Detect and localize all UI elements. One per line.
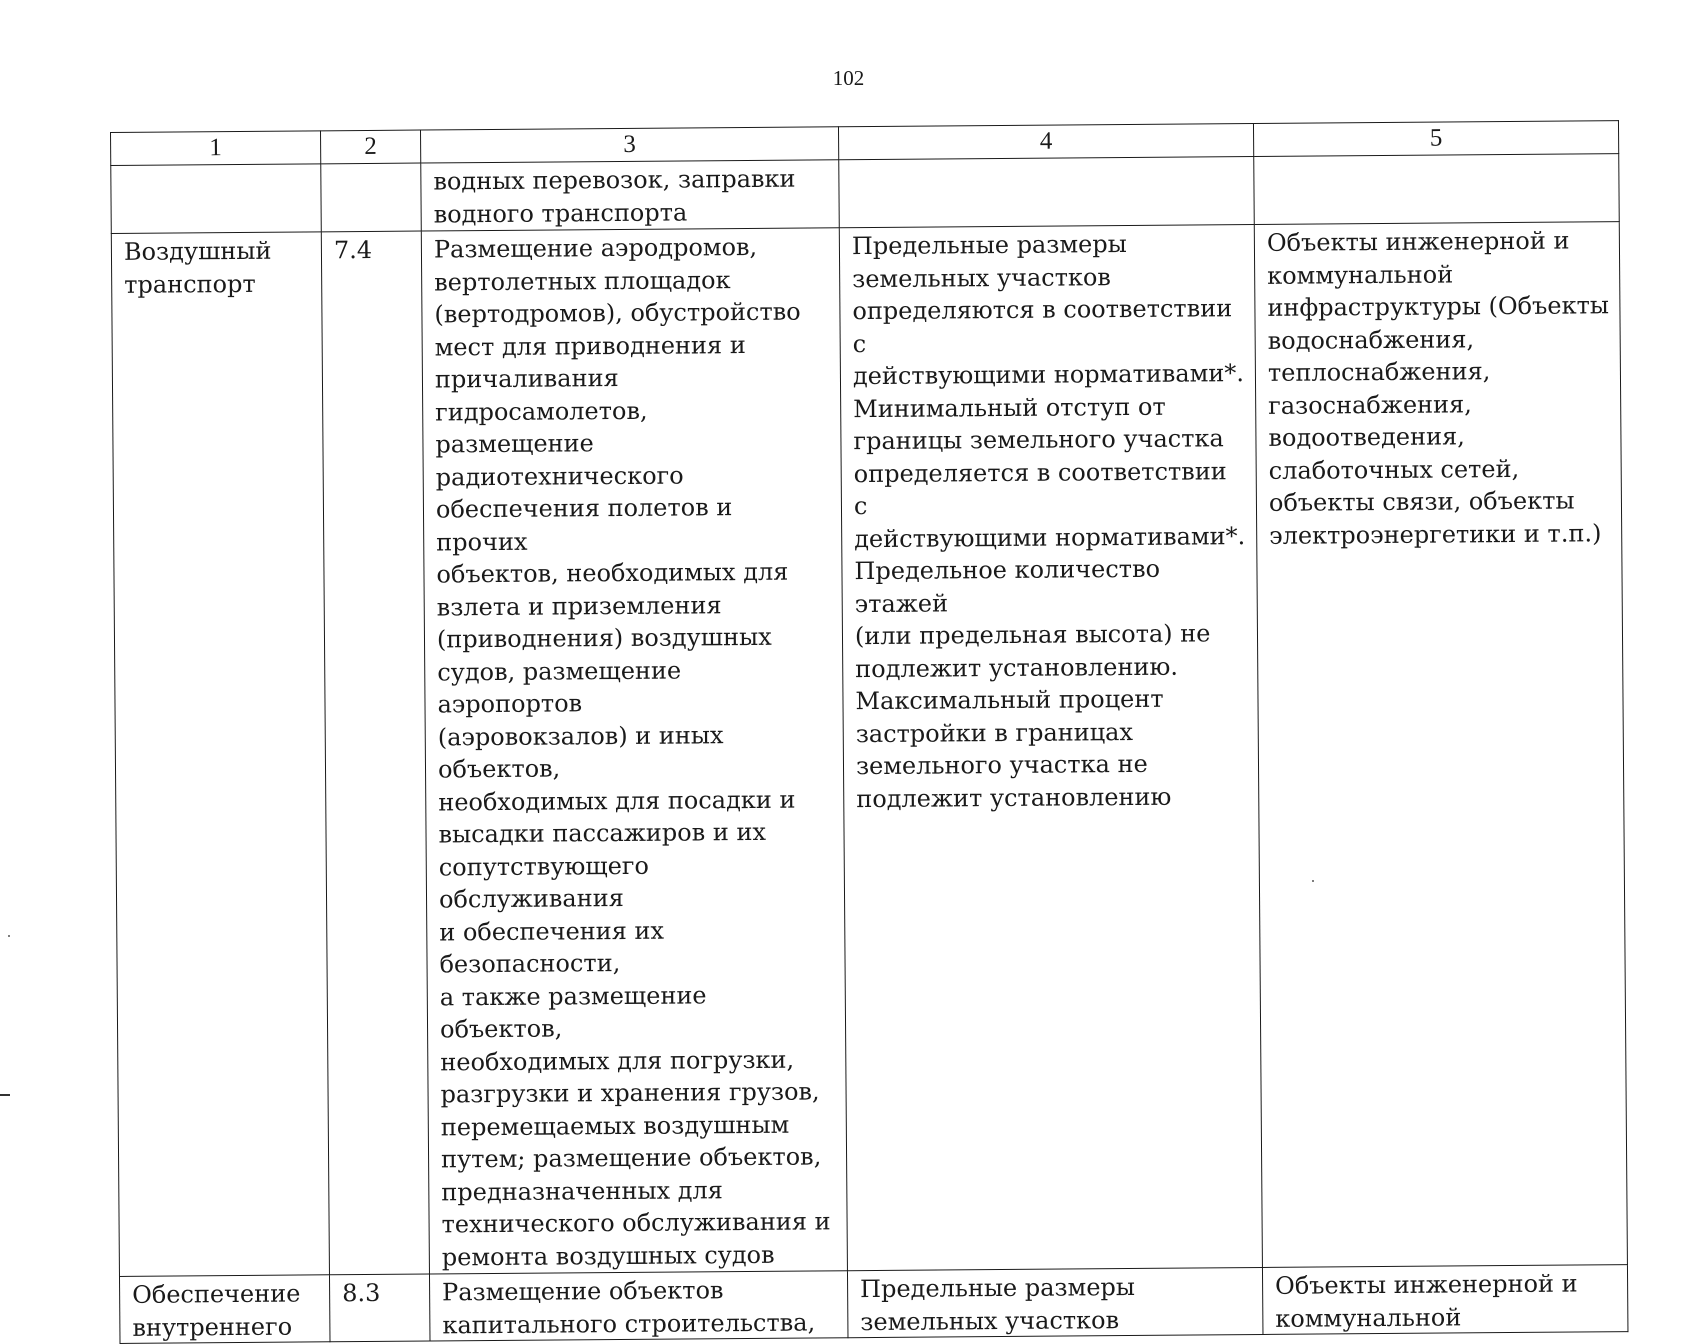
document-table-container <box>110 120 1627 1344</box>
cell-parameters: Предельные размеры земельных участков определяются в соответствии с действующими нормативами*. Минимальный отступ от границы земельного участка определяется в соответствии с действующими нормативами*. Предельное количество этажей (или предельная высота) не подлежит установлению. Максимальный процент застройки в границах земельного участка не подлежит установлению <box>839 225 1262 1271</box>
cell-use-type-text: Обеспечение внутреннего <box>132 1279 301 1342</box>
cell-code <box>321 163 422 232</box>
scan-speck <box>1312 880 1314 882</box>
header-cell-3: 3 <box>420 127 838 163</box>
cell-code: 7.4 <box>321 231 429 1275</box>
scan-margin-mark <box>0 1094 10 1096</box>
header-cell-2: 2 <box>320 130 420 164</box>
table-row <box>111 222 1627 1277</box>
cell-use-type <box>111 164 322 234</box>
table-row <box>119 1265 1627 1344</box>
cell-code <box>329 1274 430 1342</box>
cell-parameters-text: Предельные размеры земельных участков <box>860 1272 1136 1336</box>
cell-description: водных перевозок, заправки водного транспорта <box>421 160 840 231</box>
table-row <box>111 154 1619 234</box>
cell-parameters <box>839 157 1255 228</box>
cell-code-text: 8.3 <box>342 1278 381 1308</box>
land-use-table <box>110 120 1628 1344</box>
cell-use-type: Воздушный транспорт <box>111 232 329 1277</box>
cell-auxiliary-uses-text: Объекты инженерной и коммунальной <box>1274 1269 1578 1333</box>
scan-speck <box>8 935 10 937</box>
page-number: 102 <box>832 66 865 90</box>
cell-description: Размещение аэродромов, вертолетных площадок (вертодромов), обустройство мест для приводнения и причаливания гидросамолетов, размещение радиотехнического обеспечения полетов и прочих объектов, необходимых для взлета и приземления (приводнения) воздушных судов, размещение аэропортов (аэровокзалов) и иных объектов, необходимых для посадки и высадки пассажиров и их сопутствующего обслуживания и обеспечения их безопасности, а также размещение объектов, необходимых для погрузки, разгрузки и хранения грузов, перемещаемых воздушным путем; размещение объектов, предназначенных для технического обслуживания и ремонта воздушных судов <box>421 228 847 1274</box>
cell-auxiliary-uses: Объекты инженерной и коммунальной инфраструктуры (Объекты водоснабжения, теплоснабжения, газоснабжения, водоотведения, слаботочных сетей, объекты связи, объекты электроэнергетики и т.п.) <box>1254 222 1627 1268</box>
cell-auxiliary-uses <box>1262 1265 1628 1335</box>
cell-auxiliary-uses <box>1254 154 1620 225</box>
header-cell-1: 1 <box>111 131 321 166</box>
cell-description <box>429 1271 848 1341</box>
cell-use-type <box>119 1275 330 1344</box>
cell-parameters <box>847 1267 1263 1337</box>
header-cell-4: 4 <box>838 124 1253 160</box>
header-cell-5: 5 <box>1253 121 1618 157</box>
cell-description-text: Размещение объектов капитального строительства, <box>442 1276 816 1339</box>
